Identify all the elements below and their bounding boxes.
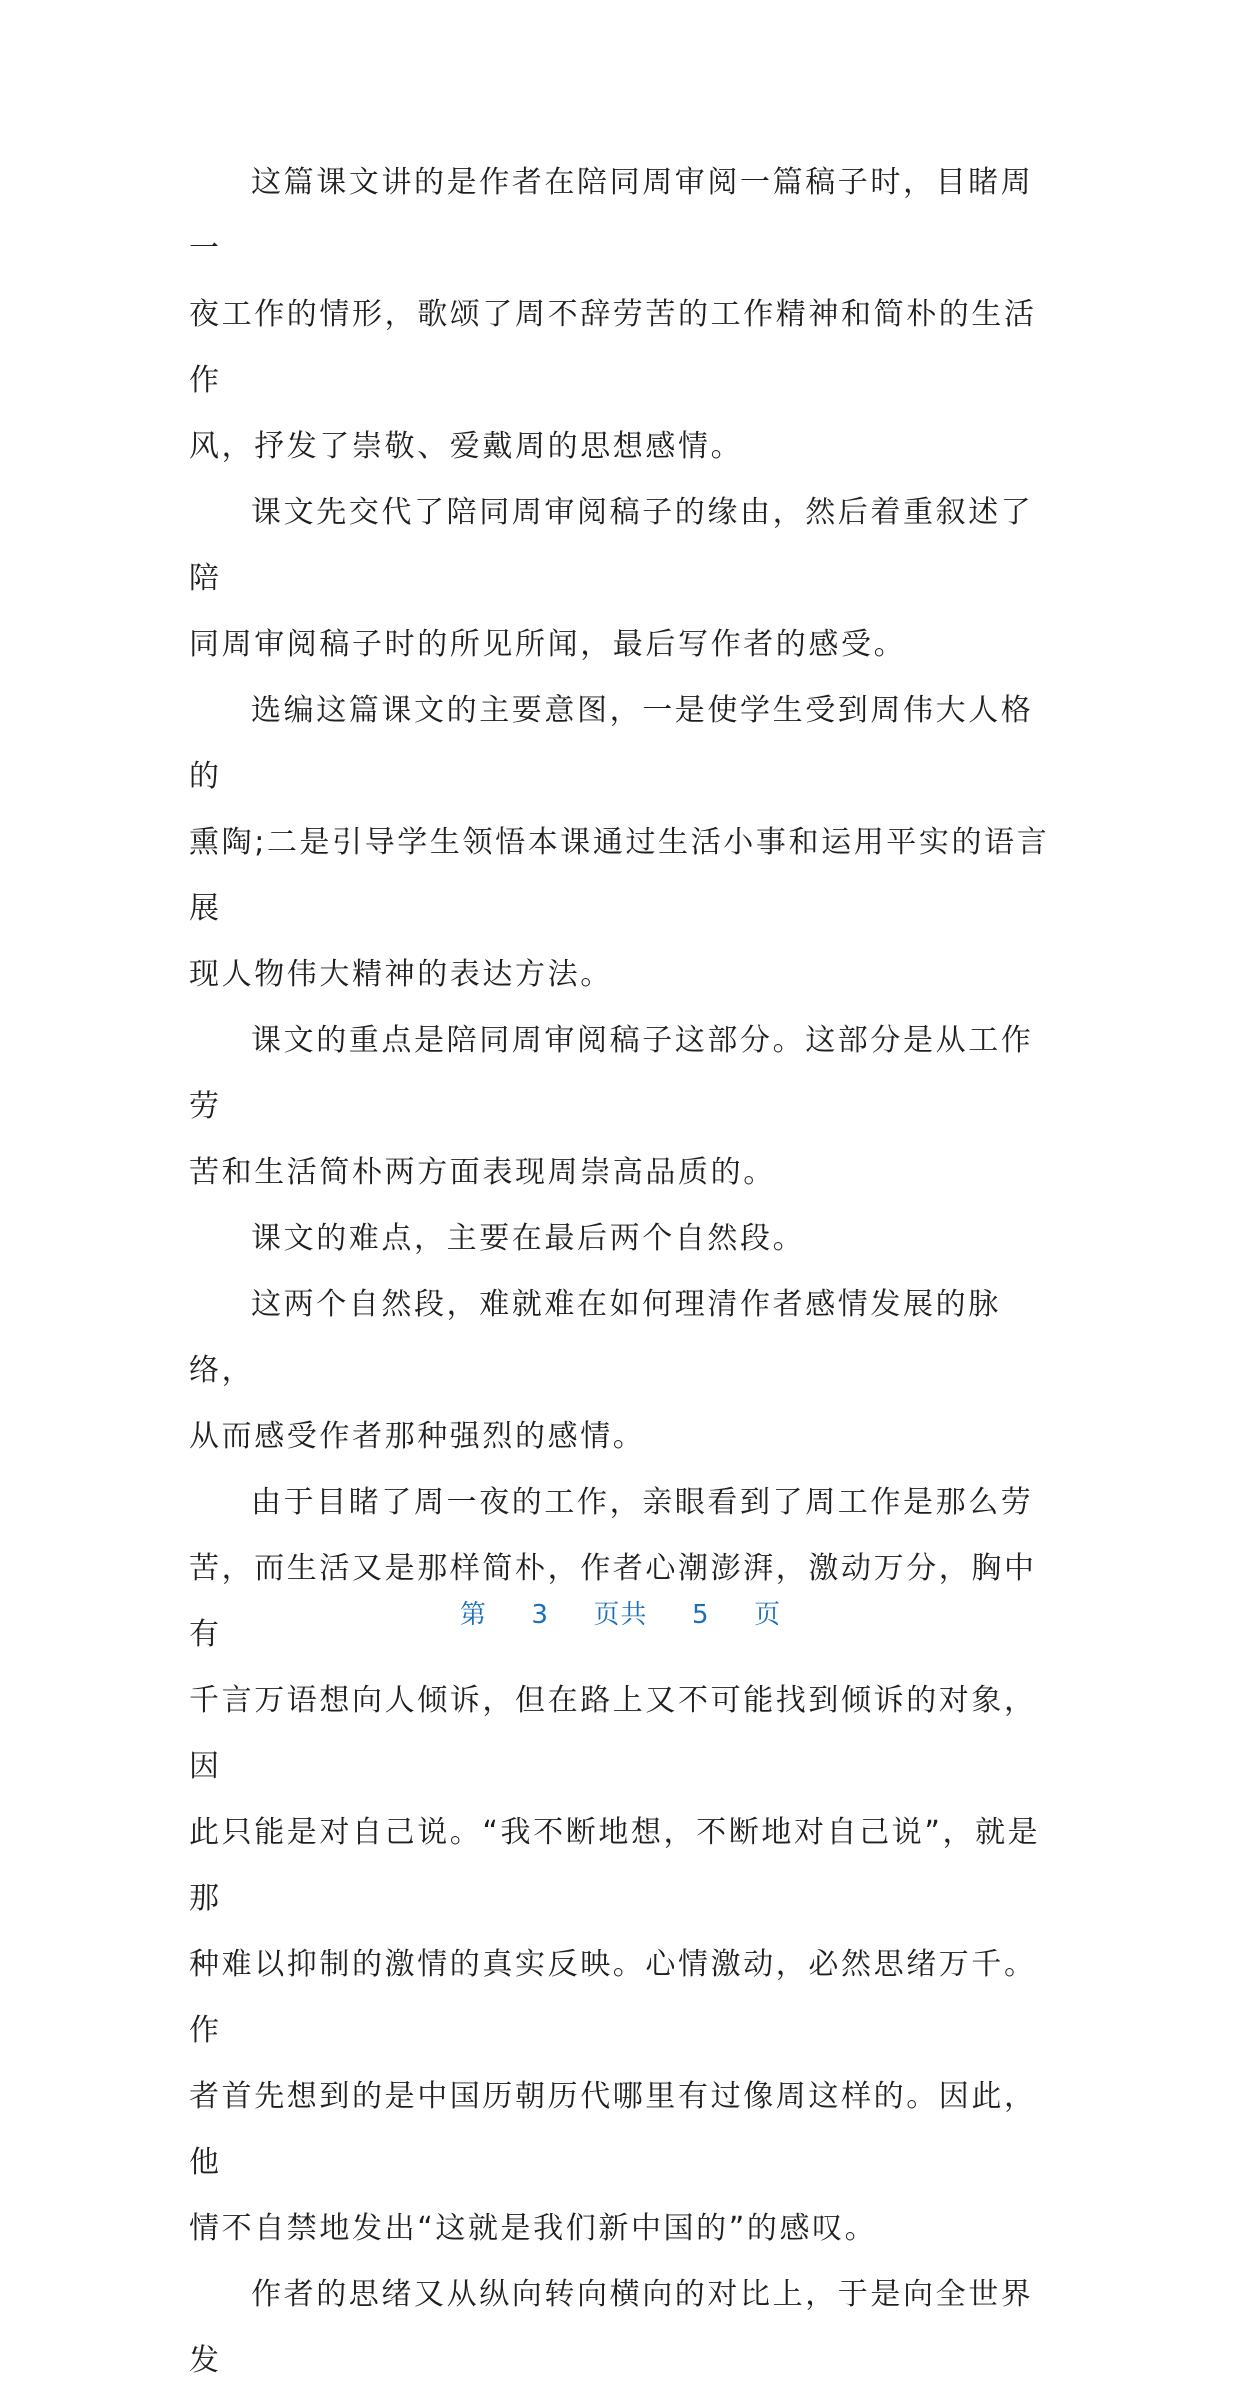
- footer-current-page: 3: [531, 1600, 549, 1630]
- paragraph-5: 课文的难点，主要在最后两个自然段。: [251, 1221, 806, 1256]
- paragraph-6: 这两个自然段，难就难在如何理清作者感情发展的脉络， 从而感受作者那种强烈的感情。: [189, 1287, 1001, 1454]
- footer-middle: 页共: [593, 1600, 648, 1630]
- footer-total-pages: 5: [692, 1600, 710, 1630]
- page-number-footer: [0, 1594, 1241, 1631]
- paragraph-4: 课文的重点是陪同周审阅稿子这部分。这部分是从工作劳 苦和生活简朴两方面表现周崇高品质的。: [189, 1023, 1034, 1190]
- paragraph-8: 作者的思绪又从纵向转向横向的对比上，于是向全世界发: [189, 2277, 1034, 2378]
- footer-suffix: 页: [754, 1600, 782, 1630]
- paragraph-1: 这篇课文讲的是作者在陪同周审阅一篇稿子时，目睹周一 夜工作的情形，歌颂了周不辞劳苦的工作精神和简朴的生活作 风，抒发了崇敬、爱戴周的思想感情。: [189, 165, 1037, 464]
- paragraph-7: 由于目睹了周一夜的工作，亲眼看到了周工作是那么劳 苦，而生活又是那样简朴，作者心潮澎湃，激动万分，胸中有 千言万语想向人倾诉，但在路上又不可能找到倾诉的对象，因 此只能是对自己说。“我不断地想，不断地对自己说”，就是那 种难以抑制的激情的真实反映。心情激动，必然思绪万千。作 者首先想到的是中国历朝历代哪里有过像周这样的。因此，他 情不自禁地发出“这就是我们新中国的”的感叹。: [189, 1485, 1041, 2246]
- document-body: [189, 150, 1051, 2394]
- paragraph-3: 选编这篇课文的主要意图，一是使学生受到周伟大人格的 熏陶;二是引导学生领悟本课通过生活小事和运用平实的语言展 现人物伟大精神的表达方法。: [189, 693, 1050, 992]
- paragraph-2: 课文先交代了陪同周审阅稿子的缘由，然后着重叙述了陪 同周审阅稿子时的所见所闻，最后写作者的感受。: [189, 495, 1034, 662]
- footer-prefix: 第: [459, 1600, 487, 1630]
